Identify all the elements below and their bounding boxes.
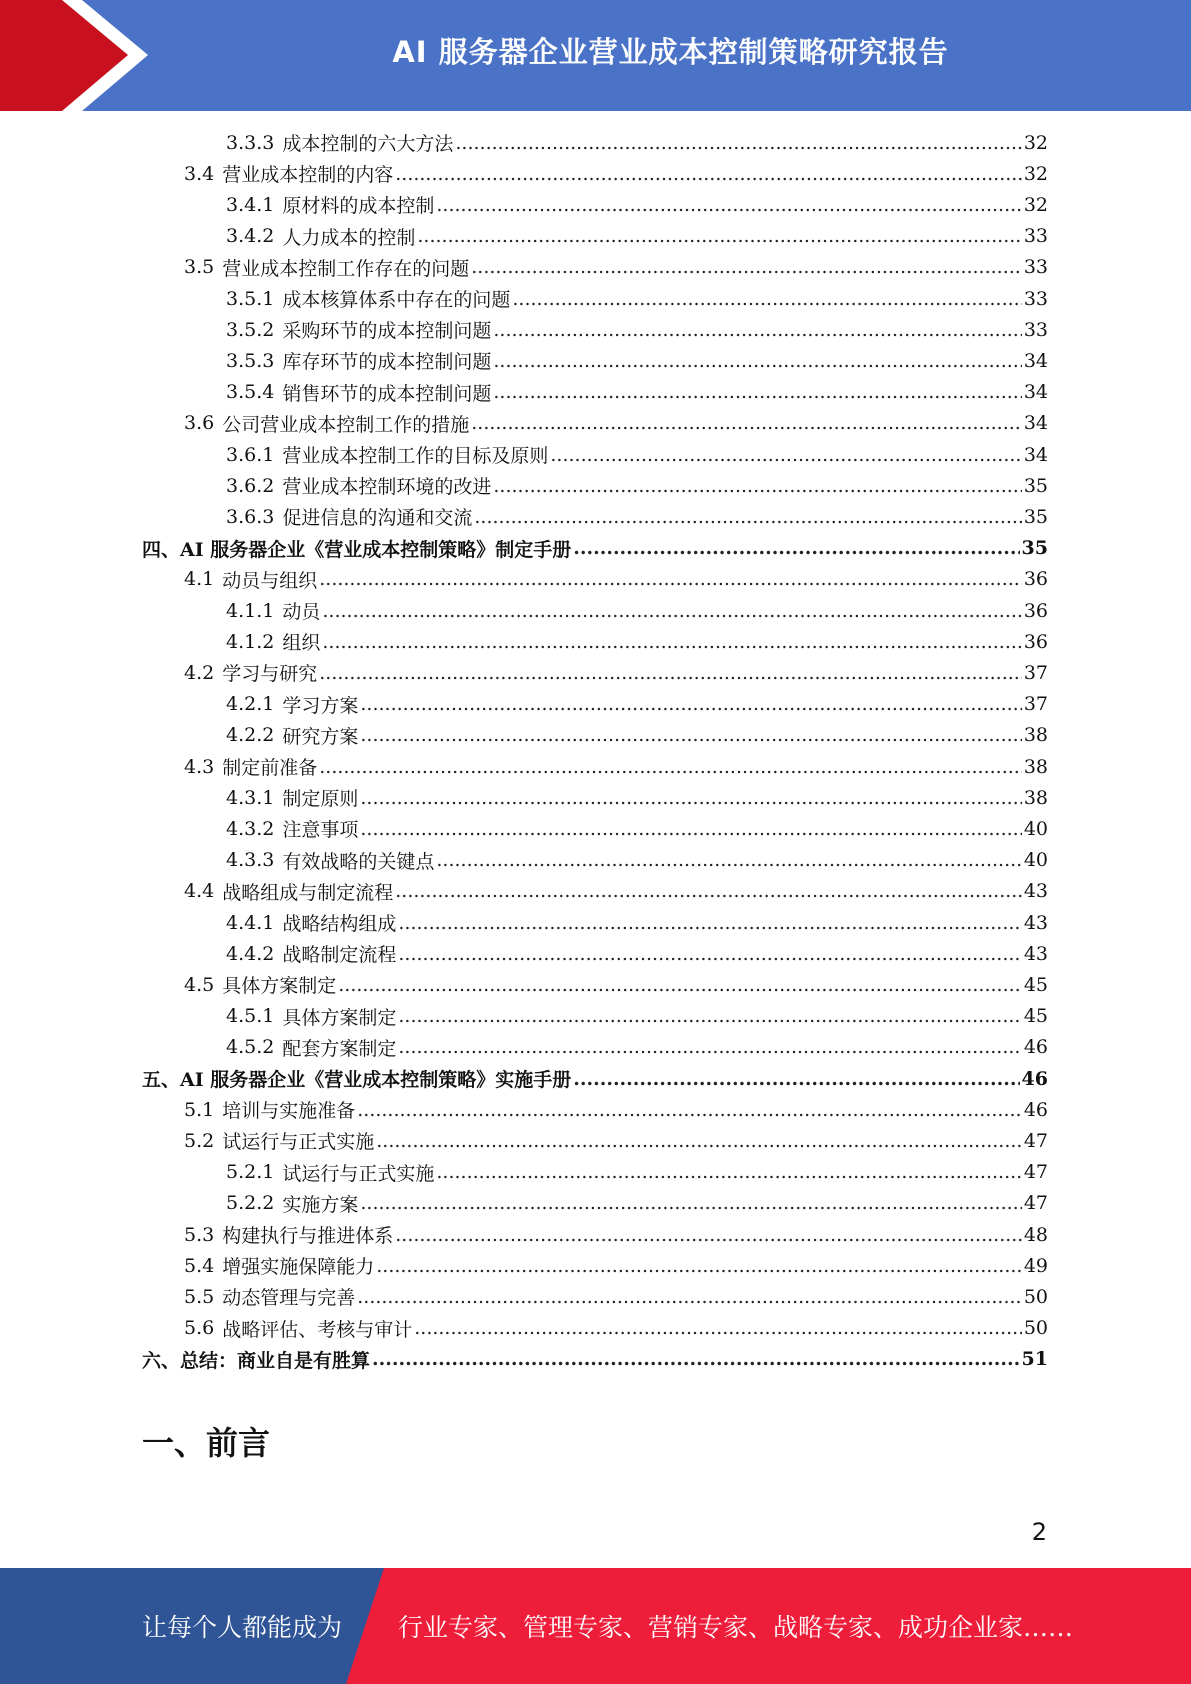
toc-entry[interactable] bbox=[142, 1344, 1048, 1375]
toc-entry[interactable] bbox=[184, 1094, 1048, 1125]
toc-entry-number: 3.6.3 bbox=[226, 505, 275, 528]
toc-entry[interactable] bbox=[184, 1313, 1048, 1344]
toc-dot-leader bbox=[338, 974, 1022, 996]
toc-entry-title: 学习与研究 bbox=[222, 663, 318, 686]
toc-entry-number: 5.4 bbox=[184, 1254, 215, 1277]
toc-entry-number: 4.3 bbox=[184, 755, 215, 778]
toc-entry-title: 增强实施保障能力 bbox=[222, 1256, 375, 1279]
toc-entry-page: 33 bbox=[1023, 318, 1048, 341]
toc-entry[interactable] bbox=[184, 1250, 1048, 1281]
toc-entry-page: 32 bbox=[1023, 131, 1048, 154]
toc-entry[interactable] bbox=[226, 283, 1048, 314]
toc-entry-page: 38 bbox=[1023, 786, 1048, 809]
toc-entry[interactable] bbox=[226, 501, 1048, 532]
toc-entry[interactable] bbox=[184, 564, 1048, 595]
toc-entry-number: 4.2.1 bbox=[226, 693, 275, 716]
toc-entry-number: 4.2 bbox=[184, 661, 215, 684]
toc-entry[interactable] bbox=[184, 657, 1048, 688]
toc-entry-number: 5.3 bbox=[184, 1223, 215, 1246]
toc-dot-leader bbox=[436, 194, 1021, 216]
toc-entry[interactable] bbox=[184, 876, 1048, 907]
toc-dot-leader bbox=[414, 1317, 1022, 1339]
toc-entry-number: 4.5.2 bbox=[226, 1036, 275, 1059]
toc-dot-leader bbox=[493, 319, 1021, 341]
toc-entry-number: 4.1.1 bbox=[226, 599, 275, 622]
section-heading: 一、前言 bbox=[142, 1424, 271, 1462]
toc-entry-title: 试运行与正式实施 bbox=[222, 1131, 375, 1154]
toc-entry-page: 35 bbox=[1023, 505, 1048, 528]
toc-dot-leader bbox=[360, 724, 1021, 746]
toc-dot-leader bbox=[319, 756, 1022, 778]
toc-entry-title: 具体方案制定 bbox=[222, 975, 337, 998]
toc-entry-title: 营业成本控制工作存在的问题 bbox=[222, 257, 470, 280]
toc-entry-number: 5.6 bbox=[184, 1317, 215, 1340]
page-header bbox=[0, 0, 1191, 111]
toc-entry-number: 4.1.2 bbox=[226, 630, 275, 653]
toc-entry-page: 47 bbox=[1023, 1161, 1048, 1184]
toc-dot-leader bbox=[357, 1099, 1022, 1121]
toc-entry[interactable] bbox=[226, 1188, 1048, 1219]
toc-dot-leader bbox=[395, 163, 1022, 185]
toc-dot-leader bbox=[493, 350, 1021, 372]
toc-entry-title: 动员 bbox=[282, 601, 321, 623]
toc-entry-title: 制定原则 bbox=[282, 788, 359, 811]
toc-entry-number: 3.4 bbox=[184, 162, 215, 185]
toc-entry-page: 48 bbox=[1023, 1223, 1048, 1246]
toc-entry-page: 32 bbox=[1023, 162, 1048, 185]
toc-entry-title: 采购环节的成本控制问题 bbox=[282, 320, 492, 343]
toc-entry-title: 动员与组织 bbox=[222, 569, 318, 592]
toc-dot-leader bbox=[360, 693, 1021, 715]
toc-dot-leader bbox=[436, 1161, 1021, 1183]
toc-entry[interactable] bbox=[184, 1125, 1048, 1156]
toc-entry-title: 人力成本的控制 bbox=[282, 226, 416, 249]
toc-entry-page: 40 bbox=[1023, 849, 1048, 872]
toc-dot-leader bbox=[493, 381, 1021, 403]
toc-entry-number: 4.5.1 bbox=[226, 1005, 275, 1028]
toc-entry-page: 46 bbox=[1023, 1098, 1048, 1121]
toc-dot-leader bbox=[398, 1005, 1021, 1027]
toc-entry-number: 3.4.2 bbox=[226, 225, 275, 248]
toc-entry-title: 实施方案 bbox=[282, 1193, 359, 1216]
toc-entry-number: 3.6.2 bbox=[226, 474, 275, 497]
toc-entry-title: 培训与实施准备 bbox=[222, 1100, 356, 1123]
toc-entry[interactable] bbox=[226, 938, 1048, 969]
toc-entry-title: 试运行与正式实施 bbox=[282, 1162, 435, 1185]
toc-entry-page: 43 bbox=[1023, 942, 1048, 965]
toc-entry[interactable] bbox=[226, 595, 1048, 626]
toc-entry[interactable] bbox=[226, 1157, 1048, 1188]
toc-entry-page: 33 bbox=[1023, 287, 1048, 310]
toc-entry[interactable] bbox=[226, 127, 1048, 158]
toc-entry-number: 4.4 bbox=[184, 880, 215, 903]
toc-entry-page: 47 bbox=[1023, 1129, 1048, 1152]
toc-dot-leader bbox=[360, 818, 1021, 840]
toc-entry-number: 4.3.2 bbox=[226, 817, 275, 840]
toc-entry[interactable] bbox=[226, 189, 1048, 220]
toc-entry-page: 34 bbox=[1023, 443, 1048, 466]
toc-entry-title: 营业成本控制工作的目标及原则 bbox=[282, 445, 549, 467]
toc-dot-leader bbox=[471, 412, 1022, 434]
toc-dot-leader bbox=[322, 631, 1021, 653]
toc-entry[interactable] bbox=[226, 689, 1048, 720]
toc-entry[interactable] bbox=[142, 1063, 1048, 1094]
toc-entry-number: 4.4.2 bbox=[226, 942, 275, 965]
toc-entry-page: 38 bbox=[1023, 755, 1048, 778]
toc-entry-number: 3.6.1 bbox=[226, 443, 275, 466]
toc-entry-title: 营业成本控制的内容 bbox=[222, 164, 394, 187]
toc-entry-page: 43 bbox=[1023, 880, 1048, 903]
toc-entry[interactable] bbox=[226, 782, 1048, 813]
toc-entry[interactable] bbox=[226, 626, 1048, 657]
toc-entry-title: 销售环节的成本控制问题 bbox=[282, 382, 492, 405]
toc-entry-title: 战略评估、考核与审计 bbox=[222, 1318, 413, 1341]
page-number: 2 bbox=[1031, 1518, 1047, 1546]
toc-entry-number: 3.5.2 bbox=[226, 318, 275, 341]
toc-entry-page: 35 bbox=[1023, 474, 1048, 497]
toc-entry-page: 36 bbox=[1023, 568, 1048, 591]
toc-entry-number: 4.2.2 bbox=[226, 724, 275, 747]
toc-entry-number: 5.2.2 bbox=[226, 1192, 275, 1215]
toc-dot-leader bbox=[573, 537, 1019, 559]
toc-entry-title: 四、AI 服务器企业《营业成本控制策略》制定手册 bbox=[142, 538, 572, 561]
toc-dot-leader bbox=[573, 1068, 1019, 1090]
toc-entry-number: 5.2 bbox=[184, 1129, 215, 1152]
toc-entry-title: 战略结构组成 bbox=[282, 913, 397, 935]
toc-entry-title: 五、AI 服务器企业《营业成本控制策略》实施手册 bbox=[142, 1069, 572, 1091]
toc-entry[interactable] bbox=[226, 813, 1048, 844]
toc-entry-page: 40 bbox=[1023, 817, 1048, 840]
toc-entry-title: 组织 bbox=[282, 632, 321, 655]
toc-dot-leader bbox=[322, 600, 1021, 622]
toc-entry[interactable] bbox=[226, 907, 1048, 938]
toc-entry-number: 3.6 bbox=[184, 412, 215, 435]
toc-dot-leader bbox=[360, 1192, 1021, 1214]
toc-dot-leader bbox=[372, 1348, 1020, 1370]
toc-entry-page: 38 bbox=[1023, 724, 1048, 747]
toc-dot-leader bbox=[357, 1286, 1022, 1308]
toc-dot-leader bbox=[550, 444, 1021, 466]
toc-dot-leader bbox=[398, 943, 1021, 965]
toc-entry-page: 33 bbox=[1023, 225, 1048, 248]
toc-entry-number: 5.2.1 bbox=[226, 1161, 275, 1184]
toc-entry-page: 49 bbox=[1023, 1254, 1048, 1277]
toc-entry-page: 35 bbox=[1021, 537, 1048, 560]
toc-entry-page: 45 bbox=[1023, 973, 1048, 996]
toc-entry-number: 3.3.3 bbox=[226, 131, 275, 154]
toc-entry[interactable] bbox=[226, 345, 1048, 376]
toc-entry-number: 3.5 bbox=[184, 256, 215, 279]
toc-entry-number: 4.3.1 bbox=[226, 786, 275, 809]
toc-entry-title: 注意事项 bbox=[282, 819, 359, 842]
toc-entry-page: 47 bbox=[1023, 1192, 1048, 1215]
toc-dot-leader bbox=[512, 288, 1021, 310]
toc-entry-number: 3.4.1 bbox=[226, 193, 275, 216]
toc-entry-page: 36 bbox=[1023, 599, 1048, 622]
toc-entry-page: 34 bbox=[1023, 381, 1048, 404]
toc-entry[interactable] bbox=[226, 845, 1048, 876]
toc-entry-title: 构建执行与推进体系 bbox=[222, 1225, 394, 1247]
toc-entry-number: 3.5.1 bbox=[226, 287, 275, 310]
toc-entry-title: 成本控制的六大方法 bbox=[282, 133, 454, 155]
toc-entry[interactable] bbox=[184, 751, 1048, 782]
toc-entry-title: 制定前准备 bbox=[222, 757, 318, 779]
toc-entry-title: 具体方案制定 bbox=[282, 1006, 397, 1029]
toc-entry[interactable] bbox=[226, 470, 1048, 501]
toc-dot-leader bbox=[417, 225, 1021, 247]
toc-entry-title: 成本核算体系中存在的问题 bbox=[282, 289, 511, 311]
toc-entry-number: 3.5.3 bbox=[226, 349, 275, 372]
toc-entry[interactable] bbox=[184, 969, 1048, 1000]
toc-entry-page: 45 bbox=[1023, 1005, 1048, 1028]
toc-dot-leader bbox=[493, 475, 1021, 497]
toc-entry-title: 六、总结：商业自是有胜算 bbox=[142, 1349, 371, 1372]
toc-entry-title: 公司营业成本控制工作的措施 bbox=[222, 413, 470, 436]
toc-entry-title: 配套方案制定 bbox=[282, 1037, 397, 1060]
footer-slogan-right: 行业专家、管理专家、营销专家、战略专家、成功企业家…… bbox=[398, 1613, 1074, 1642]
toc-entry-title: 促进信息的沟通和交流 bbox=[282, 507, 473, 530]
toc-entry-title: 战略制定流程 bbox=[282, 944, 397, 967]
toc-dot-leader bbox=[376, 1130, 1022, 1152]
toc-dot-leader bbox=[376, 1255, 1022, 1277]
toc-entry[interactable] bbox=[184, 408, 1048, 439]
toc-dot-leader bbox=[436, 849, 1021, 871]
toc-dot-leader bbox=[319, 662, 1022, 684]
page-footer bbox=[0, 1568, 1191, 1684]
toc-entry[interactable] bbox=[226, 439, 1048, 470]
toc-entry-number: 4.5 bbox=[184, 973, 215, 996]
toc-entry-number: 5.1 bbox=[184, 1098, 215, 1121]
toc-entry-page: 50 bbox=[1023, 1317, 1048, 1340]
toc-entry-page: 43 bbox=[1023, 911, 1048, 934]
toc-entry-page: 34 bbox=[1023, 412, 1048, 435]
toc-entry-page: 50 bbox=[1023, 1285, 1048, 1308]
toc-entry[interactable] bbox=[226, 1032, 1048, 1063]
toc-entry-page: 32 bbox=[1023, 193, 1048, 216]
toc-entry[interactable] bbox=[226, 377, 1048, 408]
toc-entry-title: 库存环节的成本控制问题 bbox=[282, 351, 492, 374]
toc-entry[interactable] bbox=[226, 314, 1048, 345]
toc-entry-title: 学习方案 bbox=[282, 694, 359, 717]
toc-entry[interactable] bbox=[226, 221, 1048, 252]
toc-entry-title: 原材料的成本控制 bbox=[282, 195, 435, 218]
toc-dot-leader bbox=[398, 912, 1021, 934]
toc-entry-title: 研究方案 bbox=[282, 725, 359, 748]
toc-dot-leader bbox=[398, 1036, 1021, 1058]
toc-entry-title: 动态管理与完善 bbox=[222, 1287, 356, 1310]
toc-entry[interactable] bbox=[184, 1281, 1048, 1312]
toc-entry[interactable] bbox=[184, 1219, 1048, 1250]
toc-entry-title: 有效战略的关键点 bbox=[282, 850, 435, 873]
toc-entry-page: 51 bbox=[1021, 1348, 1048, 1371]
toc-entry-page: 36 bbox=[1023, 630, 1048, 653]
toc-dot-leader bbox=[360, 787, 1021, 809]
toc-entry-number: 4.3.3 bbox=[226, 849, 275, 872]
toc-dot-leader bbox=[455, 132, 1021, 154]
toc-dot-leader bbox=[395, 1224, 1022, 1246]
toc-dot-leader bbox=[474, 506, 1021, 528]
toc-entry-page: 33 bbox=[1023, 256, 1048, 279]
toc-dot-leader bbox=[395, 880, 1022, 902]
toc-entry-number: 5.5 bbox=[184, 1285, 215, 1308]
toc-entry-title: 营业成本控制环境的改进 bbox=[282, 476, 492, 499]
toc-dot-leader bbox=[319, 568, 1022, 590]
toc-entry-page: 46 bbox=[1023, 1036, 1048, 1059]
toc-entry[interactable] bbox=[142, 533, 1048, 564]
toc-entry-page: 34 bbox=[1023, 349, 1048, 372]
toc-entry[interactable] bbox=[226, 1001, 1048, 1032]
toc-entry-number: 4.1 bbox=[184, 568, 215, 591]
toc-entry-page: 37 bbox=[1023, 661, 1048, 684]
toc-entry-title: 战略组成与制定流程 bbox=[222, 881, 394, 904]
toc-entry-number: 4.4.1 bbox=[226, 911, 275, 934]
footer-slogan-left: 让每个人都能成为 bbox=[142, 1613, 343, 1642]
toc-entry[interactable] bbox=[184, 252, 1048, 283]
report-title: AI 服务器企业营业成本控制策略研究报告 bbox=[392, 34, 949, 69]
toc-entry-page: 46 bbox=[1021, 1067, 1048, 1090]
toc-entry-page: 37 bbox=[1023, 693, 1048, 716]
toc-entry-number: 3.5.4 bbox=[226, 381, 275, 404]
toc-entry[interactable] bbox=[226, 720, 1048, 751]
toc-dot-leader bbox=[471, 256, 1022, 278]
toc-entry[interactable] bbox=[184, 158, 1048, 189]
